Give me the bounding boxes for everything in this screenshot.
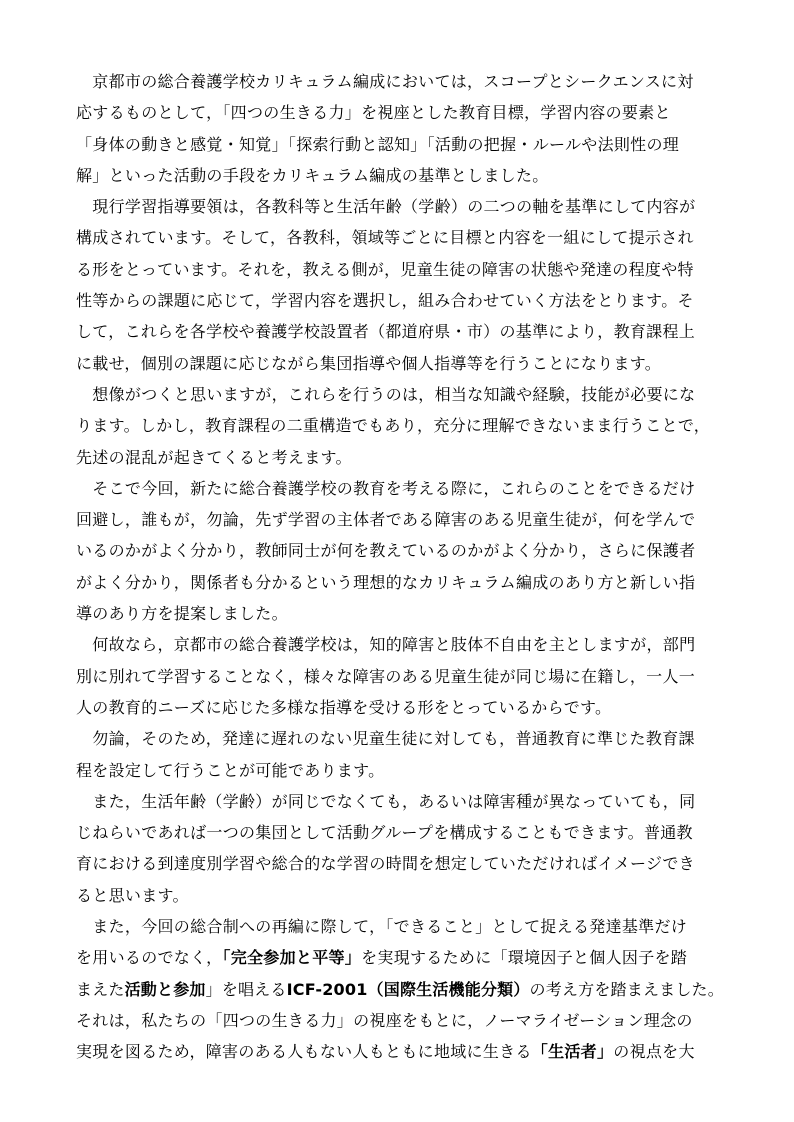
- text-segment: 」を唱える: [205, 979, 287, 999]
- text-segment: 導のあり方を提案しました。: [76, 604, 288, 624]
- bold-text-segment: 「完全参加と平等」: [222, 948, 362, 968]
- text-line: [76, 942, 726, 973]
- text-segment: 応するものとして，「四つの生きる力」を視座とした教育目標，学習内容の要素と: [76, 103, 671, 123]
- text-line: [76, 692, 726, 723]
- text-line: [76, 316, 726, 347]
- text-segment: 程を設定して行うことが可能であります。: [76, 760, 385, 780]
- text-line: [76, 786, 726, 817]
- text-segment: 回避し，誰もが，勿論，先ず学習の主体者である障害のある児童生徒が，何を学んで: [76, 510, 696, 530]
- text-segment: ると思います。: [76, 885, 189, 905]
- text-line: [76, 723, 726, 754]
- text-line: [76, 348, 726, 379]
- text-line: [76, 911, 726, 942]
- text-segment: いるのかがよく分かり，教師同士が何を教えているのかがよく分かり，さらに保護者: [76, 541, 696, 561]
- text-line: [76, 880, 726, 911]
- text-segment: また，生活年齢（学齢）が同じでなくても，あるいは障害種が異なっていても，同: [76, 791, 696, 811]
- text-segment: 想像がつくと思いますが，これらを行うのは，相当な知識や経験，技能が必要にな: [76, 384, 696, 404]
- text-line: [76, 66, 726, 97]
- text-segment: 勿論，そのため，発達に遅れのない児童生徒に対しても，普通教育に準じた教育課: [76, 729, 695, 749]
- text-line: [76, 598, 726, 629]
- body-text: [76, 66, 726, 1068]
- text-line: [76, 222, 726, 253]
- bold-text-segment: ICF-2001（国際生活機能分類）: [286, 979, 530, 999]
- text-segment: また，今回の総合制への再編に際して，「できること」として捉える発達基準だけ: [76, 917, 688, 937]
- text-line: [76, 661, 726, 692]
- text-segment: そこで今回，新たに総合養護学校の教育を考える際に，これらのことをできるだけ: [76, 478, 696, 498]
- text-line: [76, 254, 726, 285]
- text-segment: の視点を大: [613, 1042, 695, 1062]
- text-segment: 何故なら，京都市の総合養護学校は，知的障害と肢体不自由を主としますが，部門: [76, 635, 696, 655]
- text-line: [76, 755, 726, 786]
- text-line: [76, 848, 726, 879]
- bold-text-segment: 「生活者」: [531, 1042, 614, 1062]
- text-line: [76, 567, 726, 598]
- text-line: [76, 473, 726, 504]
- text-line: [76, 817, 726, 848]
- text-segment: 構成されています。そして，各教科，領域等ごとに目標と内容を一組にして提示され: [76, 228, 694, 248]
- text-segment: る形をとっています。それを，教える側が，児童生徒の障害の状態や発達の程度や特: [76, 259, 694, 279]
- text-segment: 別に別れて学習することなく，様々な障害のある児童生徒が同じ場に在籍し，一人一: [76, 666, 696, 686]
- text-segment: 現行学習指導要領は，各教科等と生活年齢（学齢）の二つの軸を基準にして内容が: [76, 197, 696, 217]
- text-line: [76, 442, 726, 473]
- text-segment: を用いるのでなく，: [76, 948, 223, 968]
- text-segment: 先述の混乱が起きてくると考えます。: [76, 447, 352, 467]
- text-line: [76, 160, 726, 191]
- text-segment: がよく分かり，関係者も分かるという理想的なカリキュラム編成のあり方と新しい指: [76, 572, 696, 592]
- text-segment: まえた: [76, 979, 125, 999]
- text-segment: に載せ，個別の課題に応じながら集団指導や個人指導等を行うことになります。: [76, 353, 662, 373]
- text-segment: それは，私たちの「四つの生きる力」の視座をもとに，ノーマライゼーション理念の: [76, 1010, 693, 1030]
- text-segment: 解」といった活動の手段をカリキュラム編成の基準としました。: [76, 165, 549, 185]
- text-line: [76, 410, 726, 441]
- text-segment: して，これらを各学校や養護学校設置者（都道府県・市）の基準により，教育課程上: [76, 322, 696, 342]
- text-segment: 人の教育的ニーズに応じた多様な指導を受ける形をとっているからです。: [76, 697, 612, 717]
- text-line: [76, 504, 726, 535]
- text-line: [76, 379, 726, 410]
- text-segment: の考え方を踏まえました。: [529, 979, 724, 999]
- text-segment: 育における到達度別学習や総合的な学習の時間を想定していただければイメージでき: [76, 854, 695, 874]
- text-segment: ります。しかし，教育課程の二重構造でもあり，充分に理解できないまま行うことで，: [76, 416, 711, 436]
- text-line: [76, 535, 726, 566]
- text-segment: じねらいであれば一つの集団として活動グループを構成することもできます。普通教: [76, 823, 693, 843]
- bold-text-segment: 活動と参加: [124, 979, 206, 999]
- text-line: [76, 129, 726, 160]
- text-segment: 「身体の動きと感覚・知覚」「探索行動と認知」「活動の把握・ルールや法則性の理: [76, 134, 680, 154]
- text-segment: 京都市の総合養護学校カリキュラム編成においては，スコープとシークエンスに対: [76, 72, 694, 91]
- text-line: [76, 1036, 726, 1067]
- text-segment: 性等からの課題に応じて，学習内容を選択し，組み合わせていく方法をとります。そ: [76, 291, 694, 311]
- text-line: [76, 974, 726, 1005]
- text-segment: 実現を図るため，障害のある人もない人もともに地域に生きる: [76, 1042, 532, 1062]
- text-line: [76, 97, 726, 128]
- text-segment: を実現するために「環境因子と個人因子を踏: [361, 948, 688, 968]
- text-line: [76, 285, 726, 316]
- text-line: [76, 629, 726, 660]
- text-line: [76, 1005, 726, 1036]
- text-line: [76, 191, 726, 222]
